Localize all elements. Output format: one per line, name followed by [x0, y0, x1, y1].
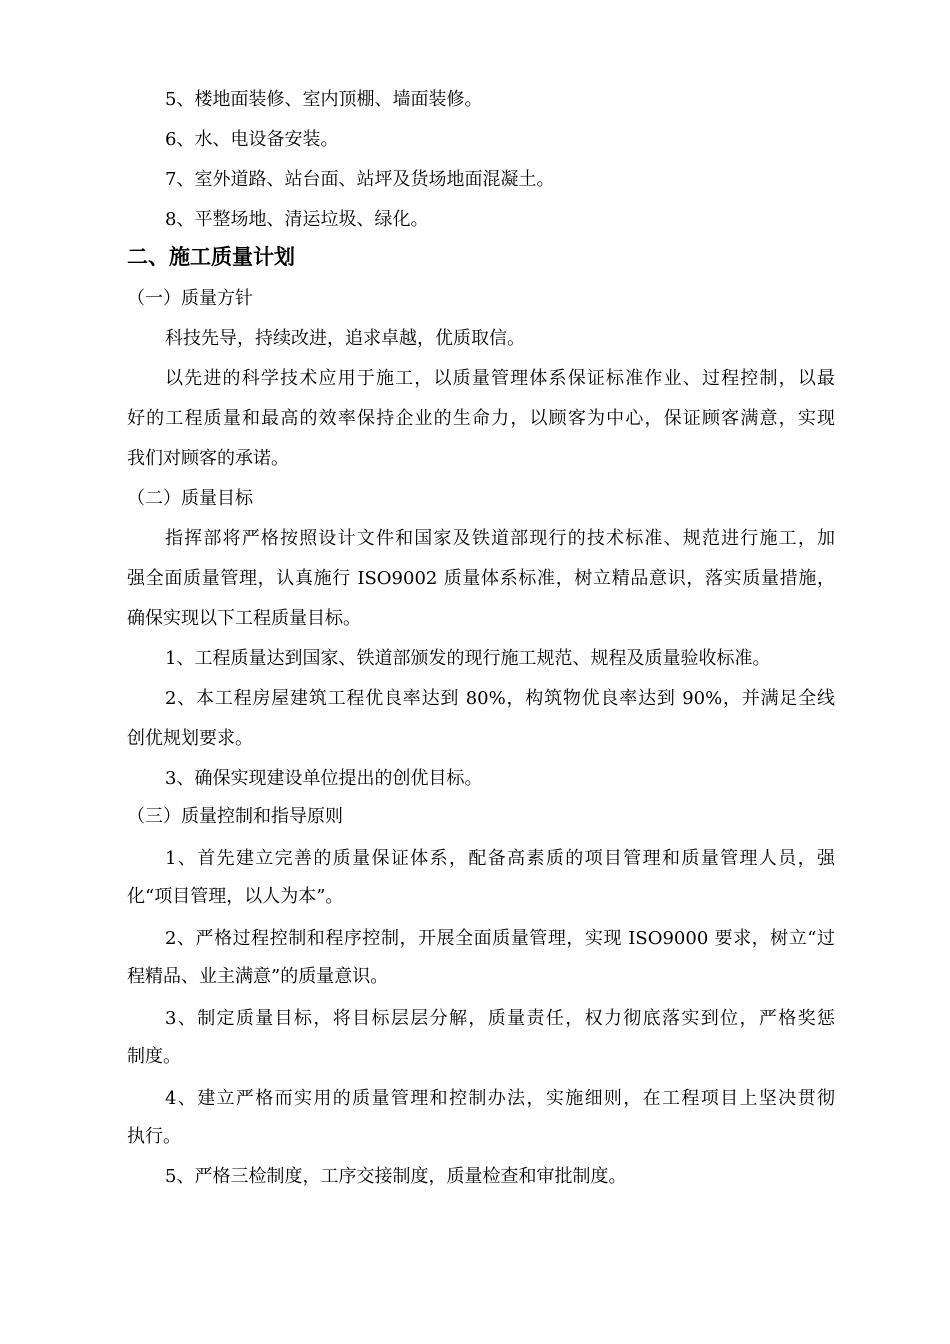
list-item-continuation: 创优规划要求。 [127, 728, 253, 749]
motto-text: 科技先导，持续改进，追求卓越，优质取信。 [165, 328, 525, 349]
list-item: 3、制定质量目标，将目标层层分解，质量责任，权力彻底落实到位，严格奖惩 [165, 1008, 835, 1029]
list-item: 1、工程质量达到国家、铁道部颁发的现行施工规范、规程及质量验收标准。 [165, 648, 771, 669]
paragraph-line: 确保实现以下工程质量目标。 [127, 608, 361, 629]
list-item-continuation: 化“项目管理，以人为本”。 [127, 886, 344, 907]
list-item: 1、首先建立完善的质量保证体系，配备高素质的项目管理和质量管理人员，强 [165, 848, 835, 869]
list-item-continuation: 程精品、业主满意”的质量意识。 [127, 966, 389, 987]
subsection-title: （二）质量目标 [127, 488, 253, 509]
paragraph-line: 我们对顾客的承诺。 [127, 448, 289, 469]
list-item: 2、严格过程控制和程序控制，开展全面质量管理，实现 ISO9000 要求，树立“过 [165, 928, 835, 949]
list-item: 6、水、电设备安装。 [165, 129, 339, 150]
subsection-title: （三）质量控制和指导原则 [127, 806, 343, 827]
list-item: 7、室外道路、站台面、站坪及货场地面混凝土。 [165, 169, 555, 190]
paragraph-line: 强全面质量管理，认真施行 ISO9002 质量体系标准，树立精品意识，落实质量措施， [127, 568, 835, 589]
list-item-continuation: 制度。 [127, 1046, 181, 1067]
list-item: 4、建立严格而实用的质量管理和控制办法，实施细则，在工程项目上坚决贯彻 [165, 1088, 835, 1109]
list-item: 5、严格三检制度，工序交接制度，质量检查和审批制度。 [165, 1166, 627, 1187]
subsection-title: （一）质量方针 [127, 288, 253, 309]
list-item: 3、确保实现建设单位提出的创优目标。 [165, 768, 483, 789]
paragraph-line: 指挥部将严格按照设计文件和国家及铁道部现行的技术标准、规范进行施工，加 [165, 528, 835, 549]
list-item: 5、楼地面装修、室内顶棚、墙面装修。 [165, 89, 483, 110]
section-heading: 二、施工质量计划 [127, 244, 295, 269]
list-item: 2、本工程房屋建筑工程优良率达到 80%，构筑物优良率达到 90%，并满足全线 [165, 688, 835, 709]
paragraph-line: 好的工程质量和最高的效率保持企业的生命力，以顾客为中心，保证顾客满意，实现 [127, 408, 835, 429]
list-item: 8、平整场地、清运垃圾、绿化。 [165, 209, 429, 230]
paragraph-line: 以先进的科学技术应用于施工，以质量管理体系保证标准作业、过程控制，以最 [165, 368, 835, 389]
list-item-continuation: 执行。 [127, 1126, 181, 1147]
